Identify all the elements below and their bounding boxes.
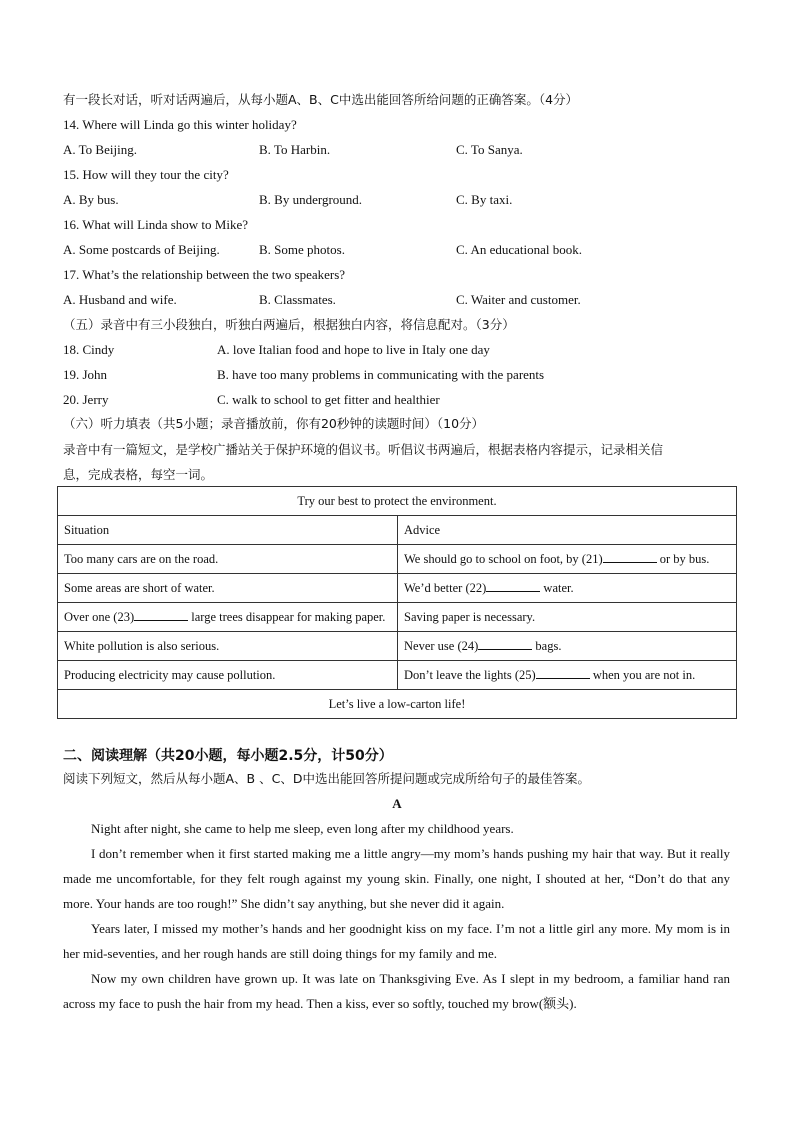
matching-name-18: 18. Cindy	[63, 342, 115, 357]
option-14a: A. To Beijing.	[63, 142, 137, 157]
table-row	[58, 603, 737, 632]
reading-section-intro: 阅读下列短文，然后从每小题A、B 、C、D中选出能回答所提问题或完成所给句子的最佳答案。	[63, 771, 590, 786]
table-row	[58, 545, 737, 574]
question-14: 14. Where will Linda go this winter holiday?	[63, 117, 297, 132]
matching-part-intro: （五）录音中有三小段独白，听独白两遍后，根据独白内容，将信息配对。（3分）	[63, 317, 515, 332]
answer-blank-24	[478, 637, 532, 650]
cell-text: We’d better (22)	[404, 581, 487, 595]
question-16: 16. What will Linda show to Mike?	[63, 217, 248, 232]
table-row	[58, 690, 737, 719]
cell-text: when you are not in.	[589, 668, 696, 682]
option-14c: C. To Sanya.	[456, 142, 523, 157]
fill-table-desc-1: 录音中有一篇短文，是学校广播站关于保护环境的倡议书。听倡议书两遍后，根据表格内容提示，记录相关信	[63, 442, 664, 457]
fill-table-desc-2: 息，完成表格，每空一词。	[63, 467, 214, 482]
option-17a: A. Husband and wife.	[63, 292, 177, 307]
option-17c: C. Waiter and customer.	[456, 292, 581, 307]
question-17: 17. What’s the relationship between the two speakers?	[63, 267, 346, 282]
matching-option-a: A. love Italian food and hope to live in Italy one day	[217, 342, 490, 357]
table-cell: Too many cars are on the road.	[58, 545, 398, 574]
cell-text: water.	[540, 581, 574, 595]
table-row	[58, 574, 737, 603]
environment-table	[57, 486, 737, 719]
table-cell	[58, 603, 398, 632]
paragraph-3: Years later, I missed my mother’s hands and her goodnight kiss on my face. I’m not a little girl any more. My mom is in her mid-seventies, and her rough hands are still doing things for my family and me.	[63, 921, 730, 961]
option-15b: B. By underground.	[259, 192, 363, 207]
option-15c: C. By taxi.	[456, 192, 513, 207]
option-17b: B. Classmates.	[259, 292, 336, 307]
cell-text: large trees disappear for making paper.	[188, 610, 386, 624]
table-row	[58, 661, 737, 690]
passage-label: A	[392, 796, 402, 811]
cell-text: Over one (23)	[64, 610, 135, 624]
answer-blank-23	[134, 608, 188, 621]
cell-text: bags.	[532, 639, 562, 653]
table-row	[58, 516, 737, 545]
table-header-situation: Situation	[58, 516, 398, 545]
table-cell	[398, 574, 737, 603]
matching-name-20: 20. Jerry	[63, 392, 109, 407]
table-title: Try our best to protect the environment.	[58, 487, 737, 516]
fill-table-title: （六）听力填表（共5小题；录音播放前，你有20秒钟的读题时间）（10分）	[63, 416, 485, 431]
table-cell: White pollution is also serious.	[58, 632, 398, 661]
cell-text: Never use (24)	[404, 639, 479, 653]
reading-section-title: 二、阅读理解（共20小题，每小题2.5分，计50分）	[63, 748, 393, 764]
listening-part-intro: 有一段长对话，听对话两遍后，从每小题A、B、C中选出能回答所给问题的正确答案。（4分）	[63, 92, 579, 107]
table-cell	[398, 545, 737, 574]
table-cell	[398, 632, 737, 661]
table-cell: Saving paper is necessary.	[398, 603, 737, 632]
cell-text: or by bus.	[656, 552, 710, 566]
table-footer: Let’s live a low-carton life!	[58, 690, 737, 719]
table-row	[58, 487, 737, 516]
paragraph-1: Night after night, she came to help me sleep, even long after my childhood years.	[91, 821, 514, 836]
option-14b: B. To Harbin.	[259, 142, 331, 157]
answer-blank-25	[536, 666, 590, 679]
matching-name-19: 19. John	[63, 367, 108, 382]
option-16b: B. Some photos.	[259, 242, 345, 257]
option-16c: C. An educational book.	[456, 242, 583, 257]
matching-option-b: B. have too many problems in communicating with the parents	[217, 367, 545, 382]
answer-blank-22	[486, 579, 540, 592]
option-15a: A. By bus.	[63, 192, 119, 207]
cell-text: Don’t leave the lights (25)	[404, 668, 536, 682]
paragraph-4: Now my own children have grown up. It was late on Thanksgiving Eve. As I slept in my bedroom, a familiar hand ran across my face to push the hair from my head. Then a kiss, ever so softly, touched my brow(额头).	[63, 971, 730, 1011]
table-cell	[398, 661, 737, 690]
table-cell: Some areas are short of water.	[58, 574, 398, 603]
cell-text: We should go to school on foot, by (21)	[404, 552, 603, 566]
table-header-advice: Advice	[398, 516, 737, 545]
paragraph-2: I don’t remember when it first started making me a little angry—my mom’s hands pushing my hair that way. But it really made me uncomfortable, for they felt rough against my young skin. Finally, one night, I shouted at her, “Don’t do that any more. Your hands are too rough!” She didn’t say anything, but she never did it again.	[63, 846, 730, 911]
answer-blank-21	[603, 550, 657, 563]
option-16a: A. Some postcards of Beijing.	[63, 242, 220, 257]
question-15: 15. How will they tour the city?	[63, 167, 229, 182]
table-row	[58, 632, 737, 661]
table-cell: Producing electricity may cause pollution.	[58, 661, 398, 690]
matching-option-c: C. walk to school to get fitter and healthier	[217, 392, 440, 407]
